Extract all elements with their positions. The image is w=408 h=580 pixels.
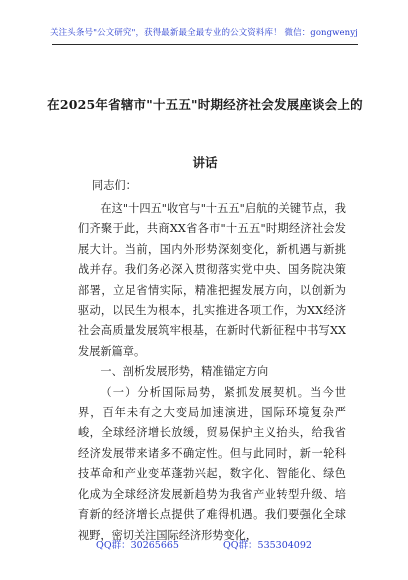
salutation: 同志们： <box>92 179 137 192</box>
paragraph-intro: 在这"十四五"收官与"十五五"启航的关键节点，我们齐聚于此，共商XX省各市"十五五"时期经济社会发展大计。当前，国内外形势深刻变化，新机遇与新挑战并存。我们务必深入贯彻落实党中央、国务院决策部署，立足省情实际，精准把握发展方向，以创新为驱动，以民生为根本，扎实推进各项工作，为XX经济社会高质量发展筑牢根基，在新时代新征程中书写XX发展新篇章。 <box>78 202 346 358</box>
document-title-continued: 讲话 <box>192 155 218 170</box>
header-divider <box>52 44 358 45</box>
footer-contact <box>0 537 408 551</box>
qq-group-1: QQ群：30265665 <box>96 540 179 551</box>
header-banner: 关注头条号"公文研究"，获得最新最全最专业的公文资料库！ 微信：gongwenyj <box>50 28 358 38</box>
paragraph-subsection: （一）分析国际局势，紧抓发展契机。当今世界，百年未有之大变局加速演进，国际环境复杂严峻，全球经济增长放缓，贸易保护主义抬头，给我省经济发展带来诸多不确定性。但与此同时，新一轮科技革命和产业变革蓬勃兴起，数字化、智能化、绿色化成为全球经济发展新趋势为我省产业转型升级、培育新的经济增长点提供了难得机遇。我们要强化全球视野，密切关注国际经济形势变化， <box>78 385 346 542</box>
document-title: 在2025年省辖市"十五五"时期经济社会发展座谈会上的 <box>47 97 363 112</box>
section-heading: 一、剖析发展形势，精准锚定方向 <box>100 365 269 379</box>
document-body <box>78 199 346 546</box>
qq-group-2: QQ群：535304092 <box>222 540 312 551</box>
